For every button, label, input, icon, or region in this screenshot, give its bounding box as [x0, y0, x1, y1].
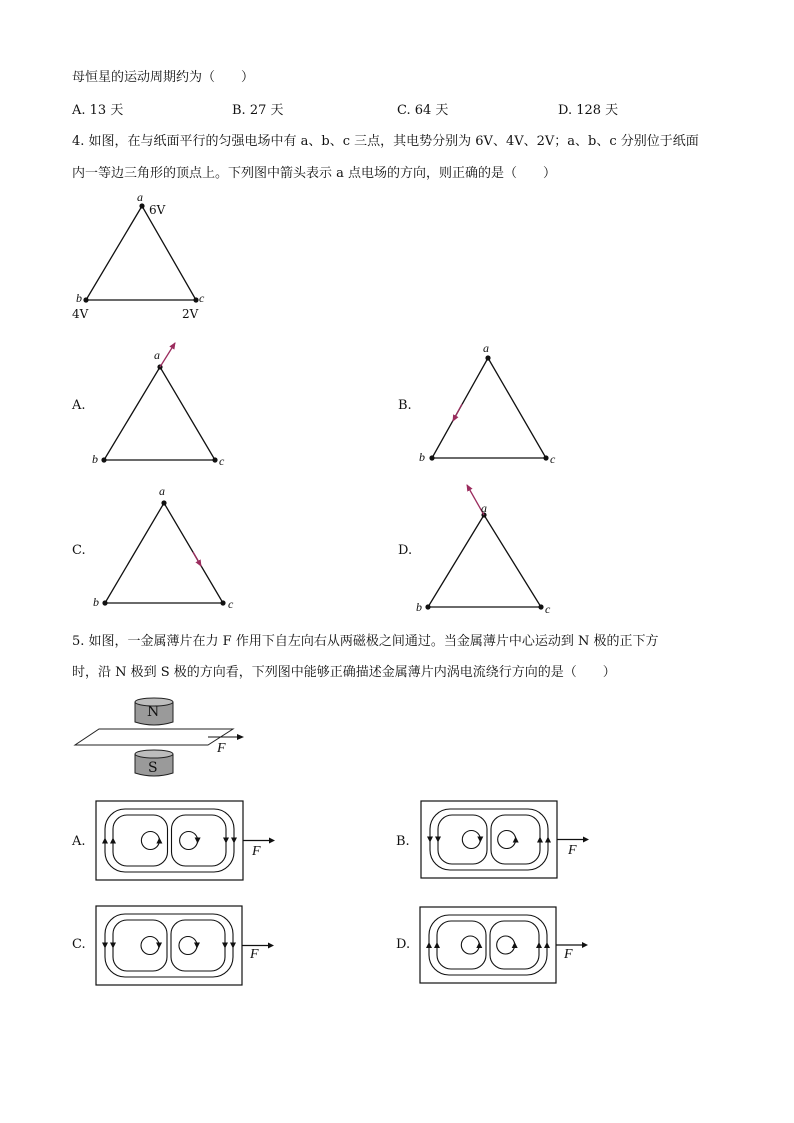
q4-option-c-label[interactable]: C. — [72, 543, 86, 558]
q4-main-label-b: b — [76, 291, 82, 305]
q3-option-d[interactable]: D. 128 天 — [558, 103, 619, 118]
q5-option-a-force-arrowhead — [269, 838, 275, 844]
q4-d-vertex-c: c — [545, 602, 551, 616]
q4-stem-line1: 4. 如图，在与纸面平行的匀强电场中有 a、b、c 三点，其电势分别为 6V、4V、2V；a、b、c 分别位于纸面 — [72, 134, 699, 149]
q5-option-d-plate — [420, 907, 556, 983]
q3-option-a[interactable]: A. 13 天 — [72, 103, 124, 118]
q5-c-force-label: F — [250, 947, 259, 962]
q4-b-vertex-b: b — [419, 450, 425, 464]
q5-option-c-force-arrowhead — [268, 943, 274, 949]
q5-option-d-force-arrowhead — [582, 942, 588, 948]
q4-d-vertex-b: b — [416, 600, 422, 614]
q4-main-potential-c: 2V — [182, 307, 199, 321]
q4-d-vertex-a: a — [481, 501, 487, 515]
q5-option-b-force-arrowhead — [583, 837, 589, 843]
q5-option-a-label[interactable]: A. — [72, 834, 86, 849]
q4-b-vertex-c: c — [550, 452, 556, 466]
q5-option-c-plate — [96, 906, 242, 985]
q5-option-b-label[interactable]: B. — [396, 834, 410, 849]
q5-south-label: S — [148, 760, 158, 776]
q5-force-label: F — [217, 741, 226, 756]
q5-north-label: N — [147, 704, 160, 720]
q4-option-b-label[interactable]: B. — [398, 398, 412, 413]
q3-option-c[interactable]: C. 64 天 — [397, 103, 449, 118]
q5-stem-line2: 时，沿 N 极到 S 极的方向看，下列图中能够正确描述金属薄片内涡电流绕行方向的是（ ） — [72, 665, 616, 680]
q4-main-potential-a: 6V — [149, 203, 166, 217]
q4-a-vertex-a: a — [154, 348, 160, 362]
q3-stem-tail: 母恒星的运动周期约为（ ） — [72, 70, 255, 85]
q4-stem-line2: 内一等边三角形的顶点上。下列图中箭头表示 a 点电场的方向，则正确的是（ ） — [72, 166, 557, 181]
q5-d-force-label: F — [564, 947, 573, 962]
q4-c-vertex-b: b — [93, 595, 99, 609]
q5-option-b-plate — [421, 801, 557, 878]
q4-a-vertex-c: c — [219, 454, 225, 468]
q4-option-d-label[interactable]: D. — [398, 543, 413, 558]
q4-main-potential-b: 4V — [72, 307, 89, 321]
q4-main-label-a: a — [137, 190, 143, 204]
q3-option-b[interactable]: B. 27 天 — [232, 103, 284, 118]
q4-c-vertex-a: a — [159, 484, 165, 498]
q5-stem-line1: 5. 如图，一金属薄片在力 F 作用下自左向右从两磁极之间通过。当金属薄片中心运动到 N 极的正下方 — [72, 634, 659, 649]
q4-main-label-c: c — [199, 291, 205, 305]
q5-option-c-label[interactable]: C. — [72, 937, 86, 952]
q4-b-vertex-a: a — [483, 341, 489, 355]
q5-b-force-label: F — [568, 843, 577, 858]
q4-option-a-label[interactable]: A. — [72, 398, 86, 413]
q4-a-vertex-b: b — [92, 452, 98, 466]
q5-a-force-label: F — [252, 844, 261, 859]
q5-option-a-plate — [96, 801, 243, 880]
q5-option-d-label[interactable]: D. — [396, 937, 411, 952]
q4-c-vertex-c: c — [228, 597, 234, 611]
